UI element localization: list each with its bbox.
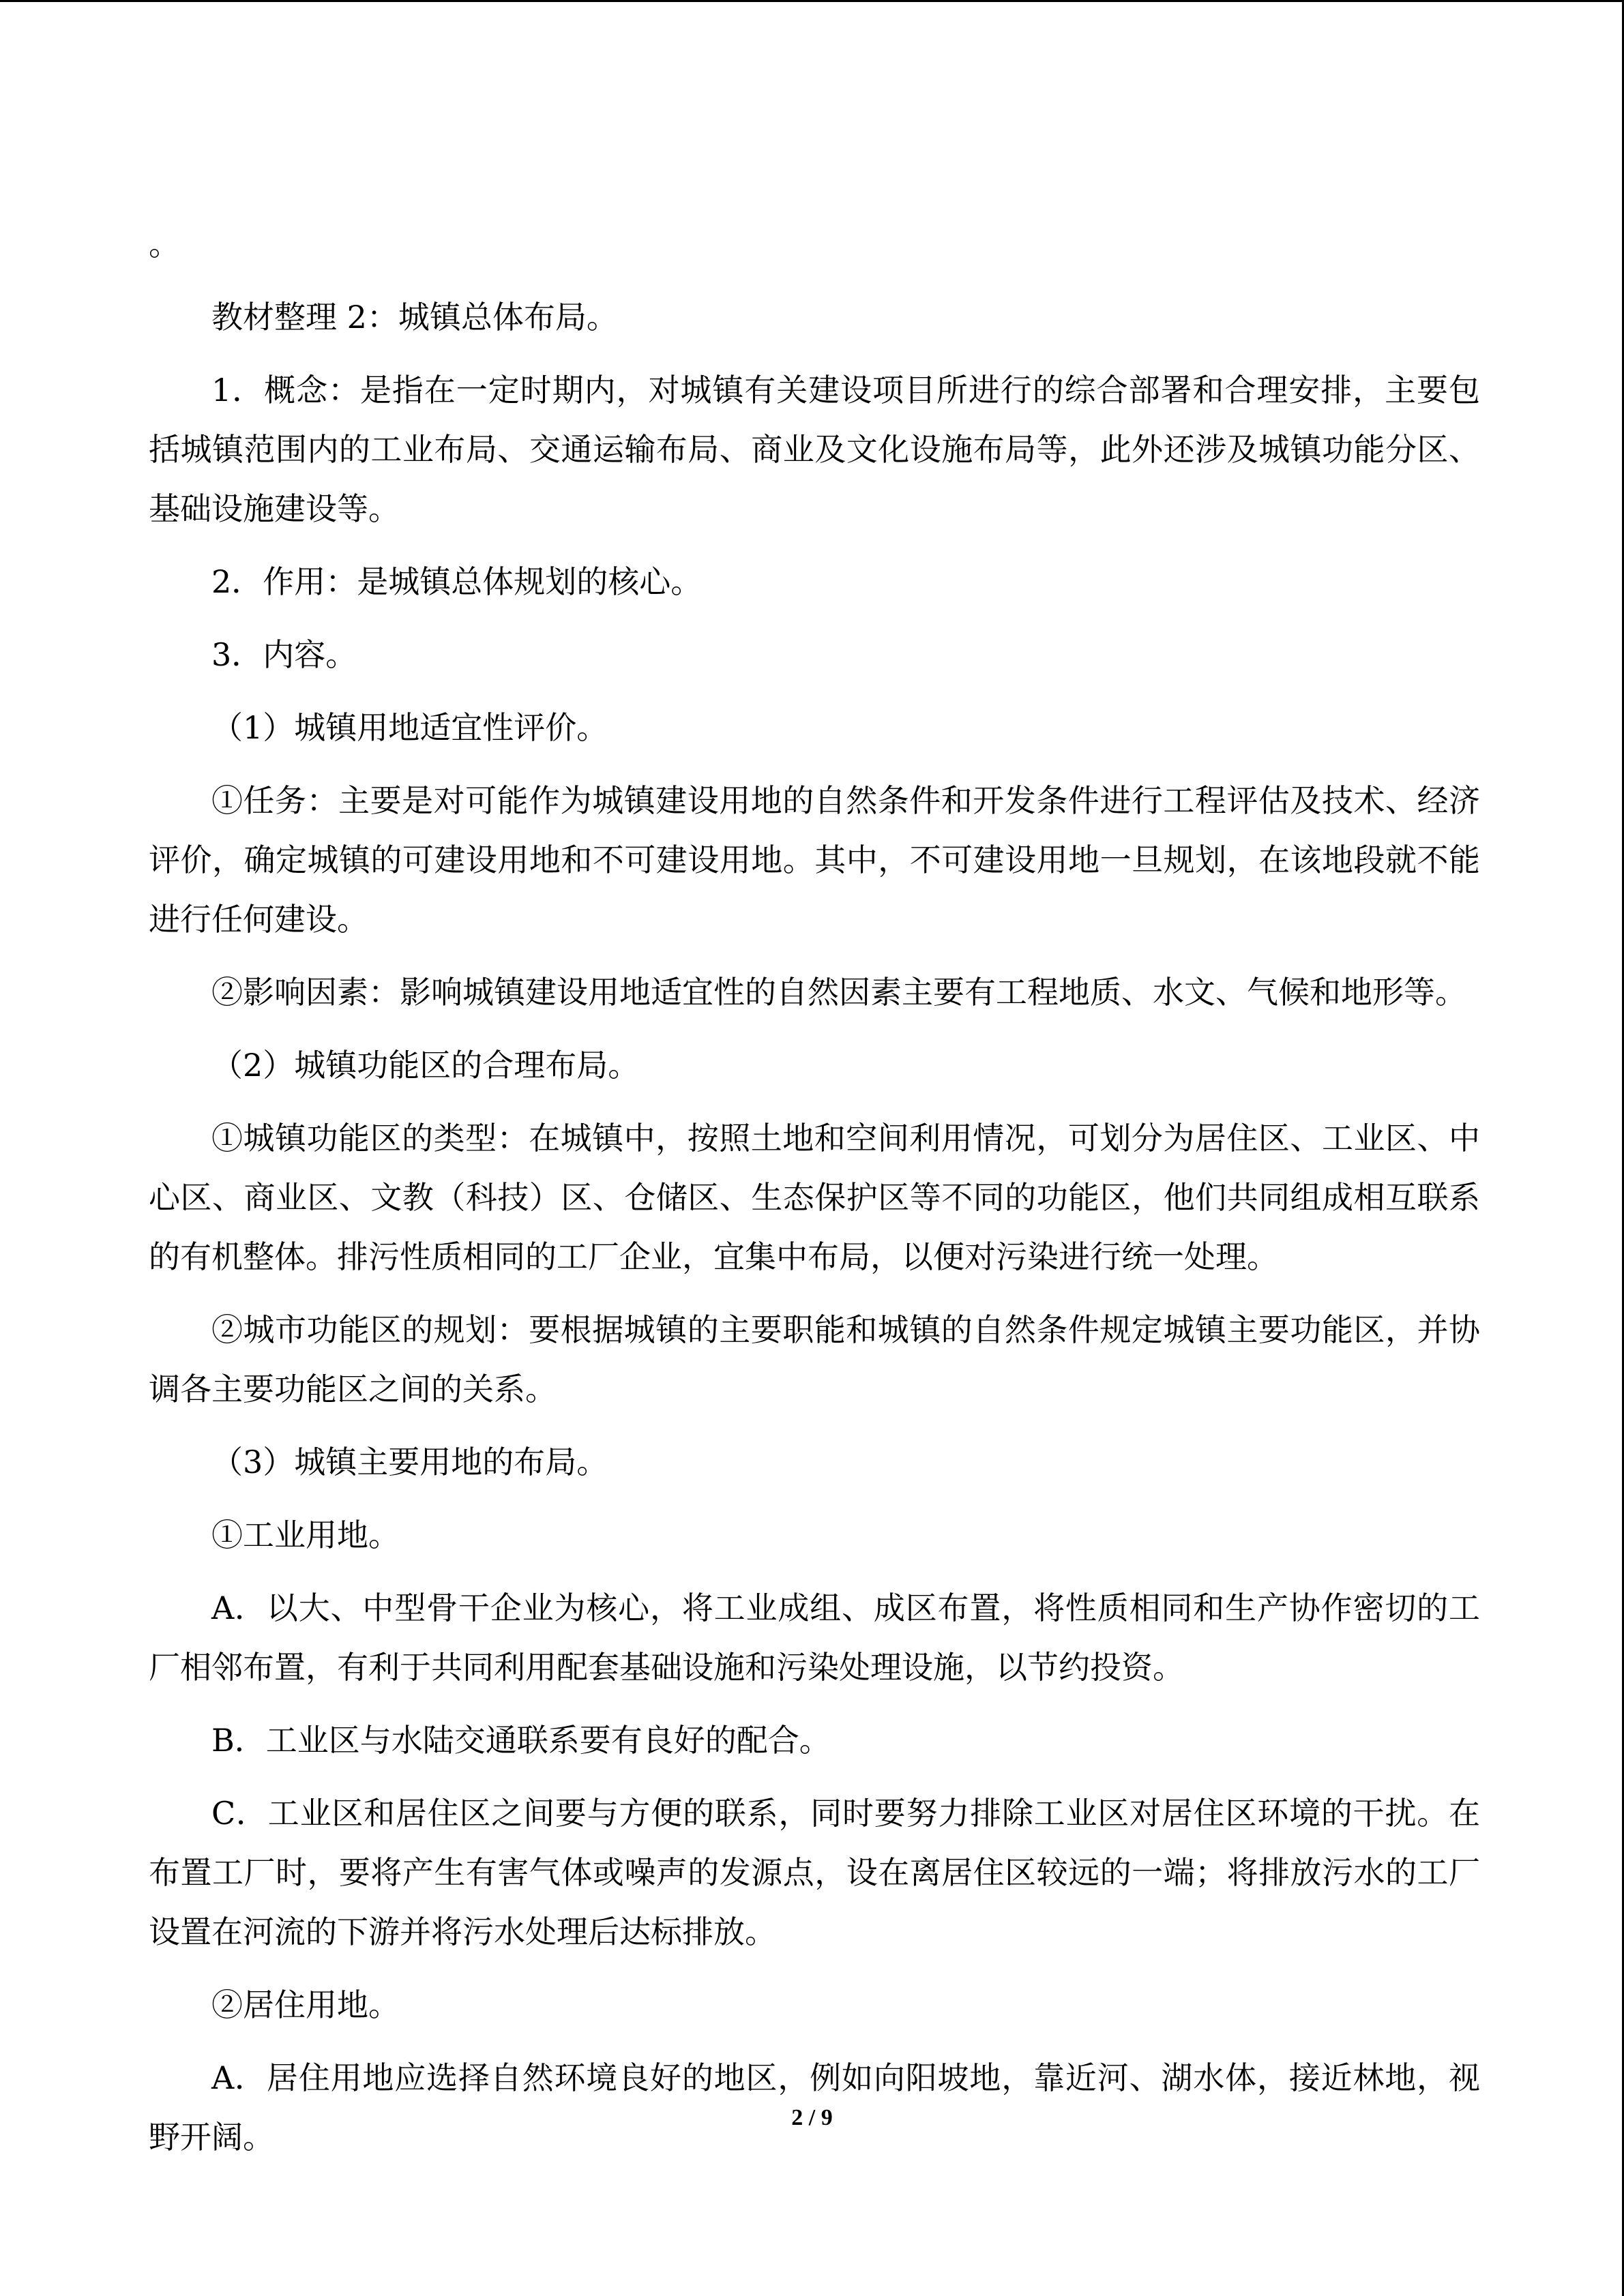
paragraph-content-heading: 3．内容。 <box>211 636 357 673</box>
paragraph-zone-types: ①城镇功能区的类型：在城镇中，按照土地和空间利用情况，可划分为居住区、工业区、中心区、商业区、文教（科技）区、仓储区、生态保护区等不同的功能区，他们共同组成相互联系的有机整体。排污性质相同的工厂企业，宜集中布局，以便对污染进行统一处理。 <box>149 1120 1480 1275</box>
page-number: 2 / 9 <box>791 2105 833 2130</box>
paragraph-continuation: 。 <box>149 226 180 263</box>
paragraph-industrial-land: ①工业用地。 <box>211 1517 400 1553</box>
paragraph-concept: 1．概念：是指在一定时期内，对城镇有关建设项目所进行的综合部署和合理安排，主要包括城镇范围内的工业布局、交通运输布局、商业及文化设施布局等，此外还涉及城镇功能分区、基础设施建设等。 <box>149 372 1480 527</box>
paragraph-zone-planning: ②城市功能区的规划：要根据城镇的主要职能和城镇的自然条件规定城镇主要功能区，并协调各主要功能区之间的关系。 <box>149 1311 1480 1407</box>
paragraph-industrial-b: B．工业区与水陆交通联系要有良好的配合。 <box>211 1722 831 1759</box>
paragraph-function: 2．作用：是城镇总体规划的核心。 <box>211 563 703 600</box>
subheading-functional-zones: （2）城镇功能区的合理布局。 <box>211 1047 640 1084</box>
section-heading-urban-layout: 教材整理 2：城镇总体布局。 <box>211 299 618 336</box>
paragraph-industrial-a: A．以大、中型骨干企业为核心，将工业成组、成区布置，将性质相同和生产协作密切的工厂相邻布置，有利于共同利用配套基础设施和污染处理设施，以节约投资。 <box>149 1590 1480 1686</box>
subheading-land-suitability: （1）城镇用地适宜性评价。 <box>211 709 608 746</box>
paragraph-task: ①任务：主要是对可能作为城镇建设用地的自然条件和开发条件进行工程评估及技术、经济评价，确定城镇的可建设用地和不可建设用地。其中，不可建设用地一旦规划，在该地段就不能进行任何建设。 <box>149 782 1480 938</box>
paragraph-residential-land: ②居住用地。 <box>211 1986 400 2023</box>
paragraph-industrial-c: C．工业区和居住区之间要与方便的联系，同时要努力排除工业区对居住区环境的干扰。在布置工厂时，要将产生有害气体或噪声的发源点，设在离居住区较远的一端；将排放污水的工厂设置在河流的下游并将污水处理后达标排放。 <box>149 1795 1480 1950</box>
document-body <box>149 215 1480 2181</box>
paragraph-residential-a: A．居住用地应选择自然环境良好的地区，例如向阳坡地，靠近河、湖水体，接近林地，视野开阔。 <box>149 2059 1480 2156</box>
paragraph-factors: ②影响因素：影响城镇建设用地适宜性的自然因素主要有工程地质、水文、气候和地形等。 <box>211 974 1466 1011</box>
subheading-main-land-use: （3）城镇主要用地的布局。 <box>211 1444 608 1480</box>
